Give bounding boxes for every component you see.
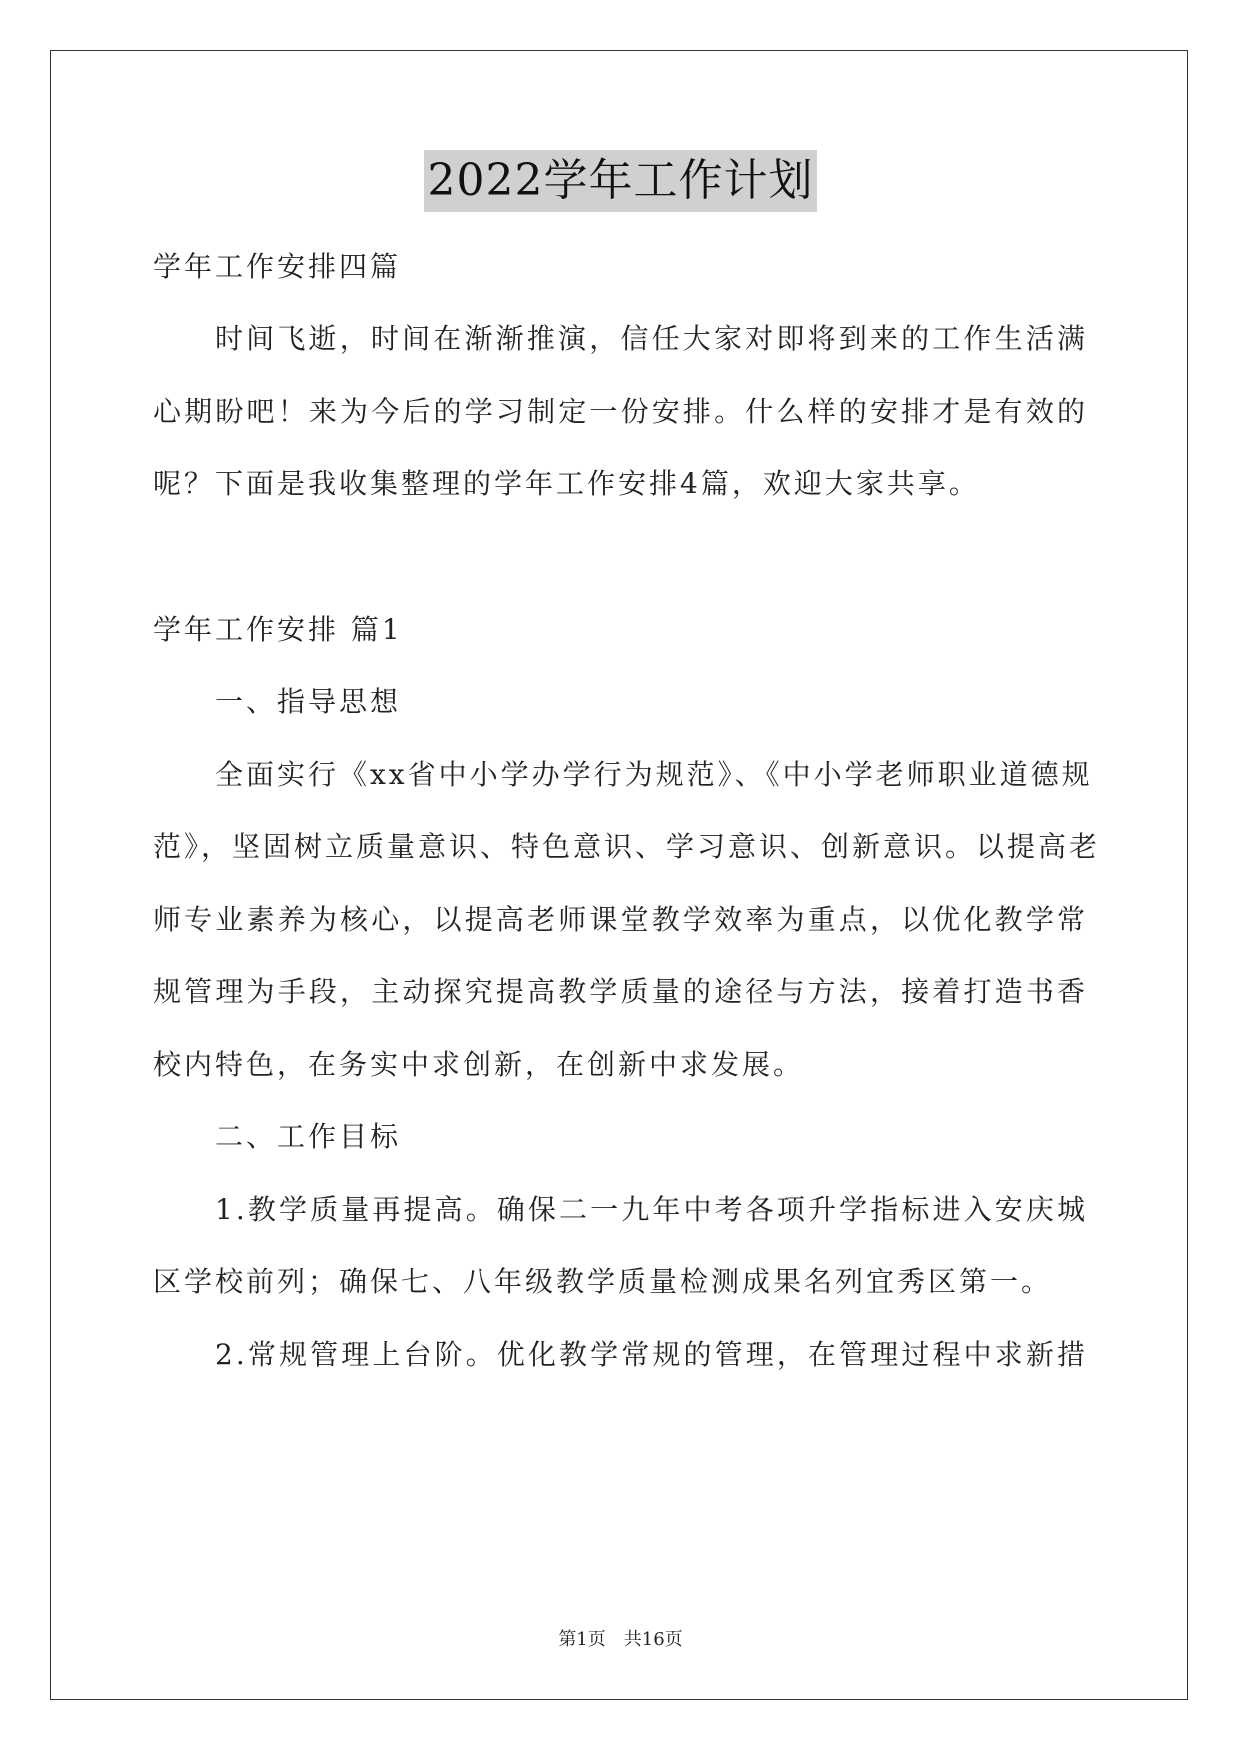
document-title: 2022学年工作计划 xyxy=(424,150,818,212)
paragraph-line: 全面实行《xx省中小学办学行为规范》、《中小学老师职业道德规 xyxy=(215,758,1093,791)
paragraph-line: 时间飞逝，时间在渐渐推演，信任大家对即将到来的工作生活满 xyxy=(215,322,1088,355)
paragraph-line: 2.常规管理上台阶。优化教学常规的管理，在管理过程中求新措 xyxy=(215,1338,1088,1371)
paragraph-line: 范》，坚固树立质量意识、特色意识、学习意识、创新意识。以提高老 xyxy=(153,830,1101,863)
page-frame xyxy=(50,50,1188,1700)
paragraph-line: 1.教学质量再提高。确保二一九年中考各项升学指标进入安庆城 xyxy=(215,1193,1088,1226)
paragraph-line: 呢？下面是我收集整理的学年工作安排4篇，欢迎大家共享。 xyxy=(153,467,980,500)
paragraph-line: 师专业素养为核心，以提高老师课堂教学效率为重点，以优化教学常 xyxy=(153,903,1088,936)
page-footer xyxy=(0,1625,1241,1651)
page-number-current: 第1页 xyxy=(558,1629,606,1650)
title-container xyxy=(0,150,1241,212)
subheading-guiding-ideology: 一、指导思想 xyxy=(215,685,402,718)
paragraph-line: 校内特色，在务实中求创新，在创新中求发展。 xyxy=(153,1048,805,1081)
paragraph-line: 规管理为手段，主动探究提高教学质量的途径与方法，接着打造书香 xyxy=(153,975,1088,1008)
subheading-work-goals: 二、工作目标 xyxy=(215,1120,402,1153)
paragraph-line: 区学校前列；确保七、八年级教学质量检测成果名列宜秀区第一。 xyxy=(153,1265,1053,1298)
section-heading-part1: 学年工作安排 篇1 xyxy=(153,613,403,646)
paragraph-line: 心期盼吧！来为今后的学习制定一份安排。什么样的安排才是有效的 xyxy=(153,395,1088,428)
page-number-total: 共16页 xyxy=(623,1629,683,1650)
section-heading-overview: 学年工作安排四篇 xyxy=(153,250,402,283)
